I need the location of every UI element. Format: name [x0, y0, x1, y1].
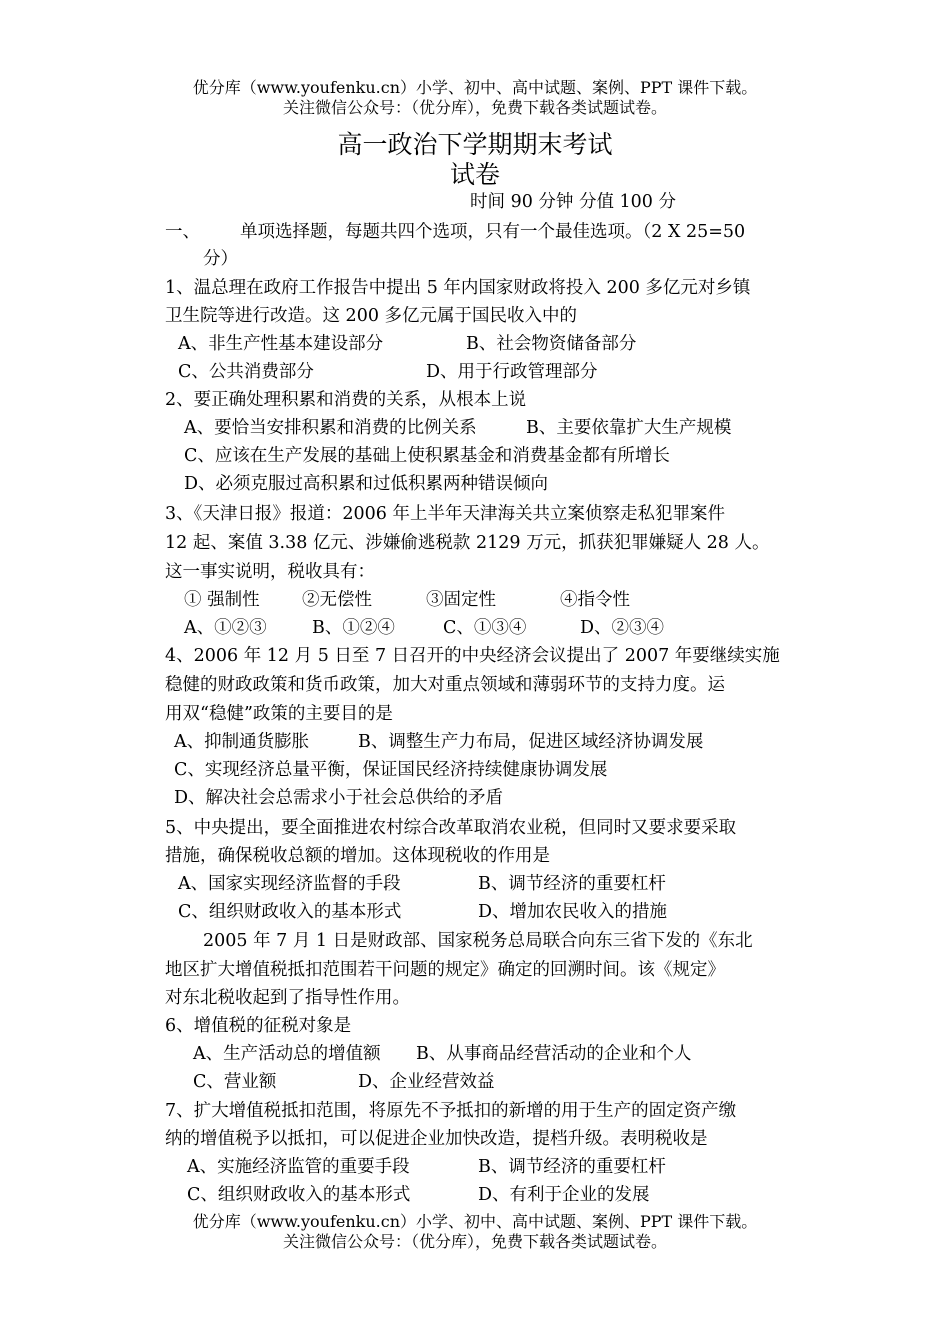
q3-stem-2: 12 起、案值 3.38 亿元、涉嫌偷逃税款 2129 万元，抓获犯罪嫌疑人 28 人。	[165, 533, 770, 553]
q1-option-b: B、社会物资储备部分	[466, 334, 637, 354]
q4-option-a: A、抑制通货膨胀	[174, 732, 310, 752]
q3-option-d: D、②③④	[580, 618, 665, 638]
q5-option-b: B、调节经济的重要杠杆	[478, 874, 666, 894]
passage-line-3: 对东北税收起到了指导性作用。	[165, 988, 410, 1008]
footer-line-2: 关注微信公众号：（优分库），免费下载各类试题试卷。	[282, 1232, 667, 1251]
q7-stem-1: 7、扩大增值税抵扣范围，将原先不予抵扣的新增的用于生产的固定资产缴	[165, 1101, 737, 1121]
q1-stem-1: 1、温总理在政府工作报告中提出 5 年内国家财政将投入 200 多亿元对乡镇	[165, 278, 751, 298]
header-line-1: 优分库（www.youfenku.cn）小学、初中、高中试题、案例、PPT 课件下载。	[192, 78, 758, 97]
q2-option-b: B、主要依靠扩大生产规模	[526, 418, 732, 438]
exam-meta: 时间 90 分钟 分值 100 分	[470, 192, 676, 212]
q6-stem-1: 6、增值税的征税对象是	[165, 1016, 352, 1036]
page-subtitle: 试卷	[449, 160, 500, 189]
q1-option-a: A、非生产性基本建设部分	[178, 334, 384, 354]
passage-line-2: 地区扩大增值税抵扣范围若干问题的规定》确定的回溯时间。该《规定》	[165, 960, 725, 980]
footer-line-1: 优分库（www.youfenku.cn）小学、初中、高中试题、案例、PPT 课件下载。	[192, 1212, 758, 1231]
q7-option-d: D、有利于企业的发展	[478, 1185, 650, 1205]
q7-option-b: B、调节经济的重要杠杆	[478, 1157, 666, 1177]
q3-item-2: ②无偿性	[302, 590, 372, 610]
q6-option-b: B、从事商品经营活动的企业和个人	[416, 1044, 692, 1064]
q5-option-d: D、增加农民收入的措施	[478, 902, 668, 922]
section-number: 一、	[165, 222, 200, 242]
q6-option-c: C、营业额	[193, 1072, 277, 1092]
q5-stem-1: 5、中央提出，要全面推进农村综合改革取消农业税，但同时又要求要采取	[165, 818, 737, 838]
q3-option-b: B、①②④	[312, 618, 395, 638]
q2-option-a: A、要恰当安排积累和消费的比例关系	[184, 418, 477, 438]
q7-stem-2: 纳的增值税予以抵扣，可以促进企业加快改造，提档升级。表明税收是	[165, 1129, 708, 1149]
q4-stem-2: 稳健的财政政策和货币政策，加大对重点领域和薄弱环节的支持力度。运	[165, 675, 725, 695]
q7-option-a: A、实施经济监管的重要手段	[187, 1157, 410, 1177]
page-title: 高一政治下学期期末考试	[337, 130, 613, 159]
q4-option-d: D、解决社会总需求小于社会总供给的矛盾	[174, 788, 504, 808]
passage-line-1: 2005 年 7 月 1 日是财政部、国家税务总局联合向东三省下发的《东北	[203, 931, 753, 951]
q3-item-3: ③固定性	[426, 590, 496, 610]
q4-stem-3: 用双“稳健”政策的主要目的是	[165, 704, 393, 724]
q7-option-c: C、组织财政收入的基本形式	[187, 1185, 411, 1205]
q4-option-c: C、实现经济总量平衡，保证国民经济持续健康协调发展	[174, 760, 608, 780]
q3-option-a: A、①②③	[184, 618, 267, 638]
q3-item-1: ① 强制性	[184, 590, 260, 610]
q1-stem-2: 卫生院等进行改造。这 200 多亿元属于国民收入中的	[165, 306, 578, 326]
header-line-2: 关注微信公众号：（优分库），免费下载各类试题试卷。	[282, 98, 667, 117]
q1-option-c: C、公共消费部分	[178, 362, 314, 382]
q3-item-4: ④指令性	[560, 590, 630, 610]
q6-option-a: A、生产活动总的增值额	[193, 1044, 381, 1064]
q2-stem-1: 2、要正确处理积累和消费的关系，从根本上说	[165, 390, 527, 410]
q5-option-a: A、国家实现经济监督的手段	[178, 874, 401, 894]
q4-option-b: B、调整生产力布局，促进区域经济协调发展	[358, 732, 704, 752]
q5-option-c: C、组织财政收入的基本形式	[178, 902, 402, 922]
q6-option-d: D、企业经营效益	[358, 1072, 495, 1092]
q3-option-c: C、①③④	[443, 618, 527, 638]
q2-option-d: D、必须克服过高积累和过低积累两种错误倾向	[184, 474, 549, 494]
q3-stem-1: 3、《天津日报》报道：2006 年上半年天津海关共立案侦察走私犯罪案件	[165, 504, 725, 524]
section-heading-cont: 分）	[203, 249, 238, 269]
q3-stem-3: 这一事实说明，税收具有：	[165, 562, 375, 582]
q1-option-d: D、用于行政管理部分	[426, 362, 598, 382]
q5-stem-2: 措施，确保税收总额的增加。这体现税收的作用是	[165, 846, 550, 866]
q2-option-c: C、应该在生产发展的基础上使积累基金和消费基金都有所增长	[184, 446, 670, 466]
q4-stem-1: 4、2006 年 12 月 5 日至 7 日召开的中央经济会议提出了 2007 年要继续实施	[165, 646, 780, 666]
section-heading: 单项选择题，每题共四个选项，只有一个最佳选项。（2 X 25=50	[240, 222, 746, 242]
